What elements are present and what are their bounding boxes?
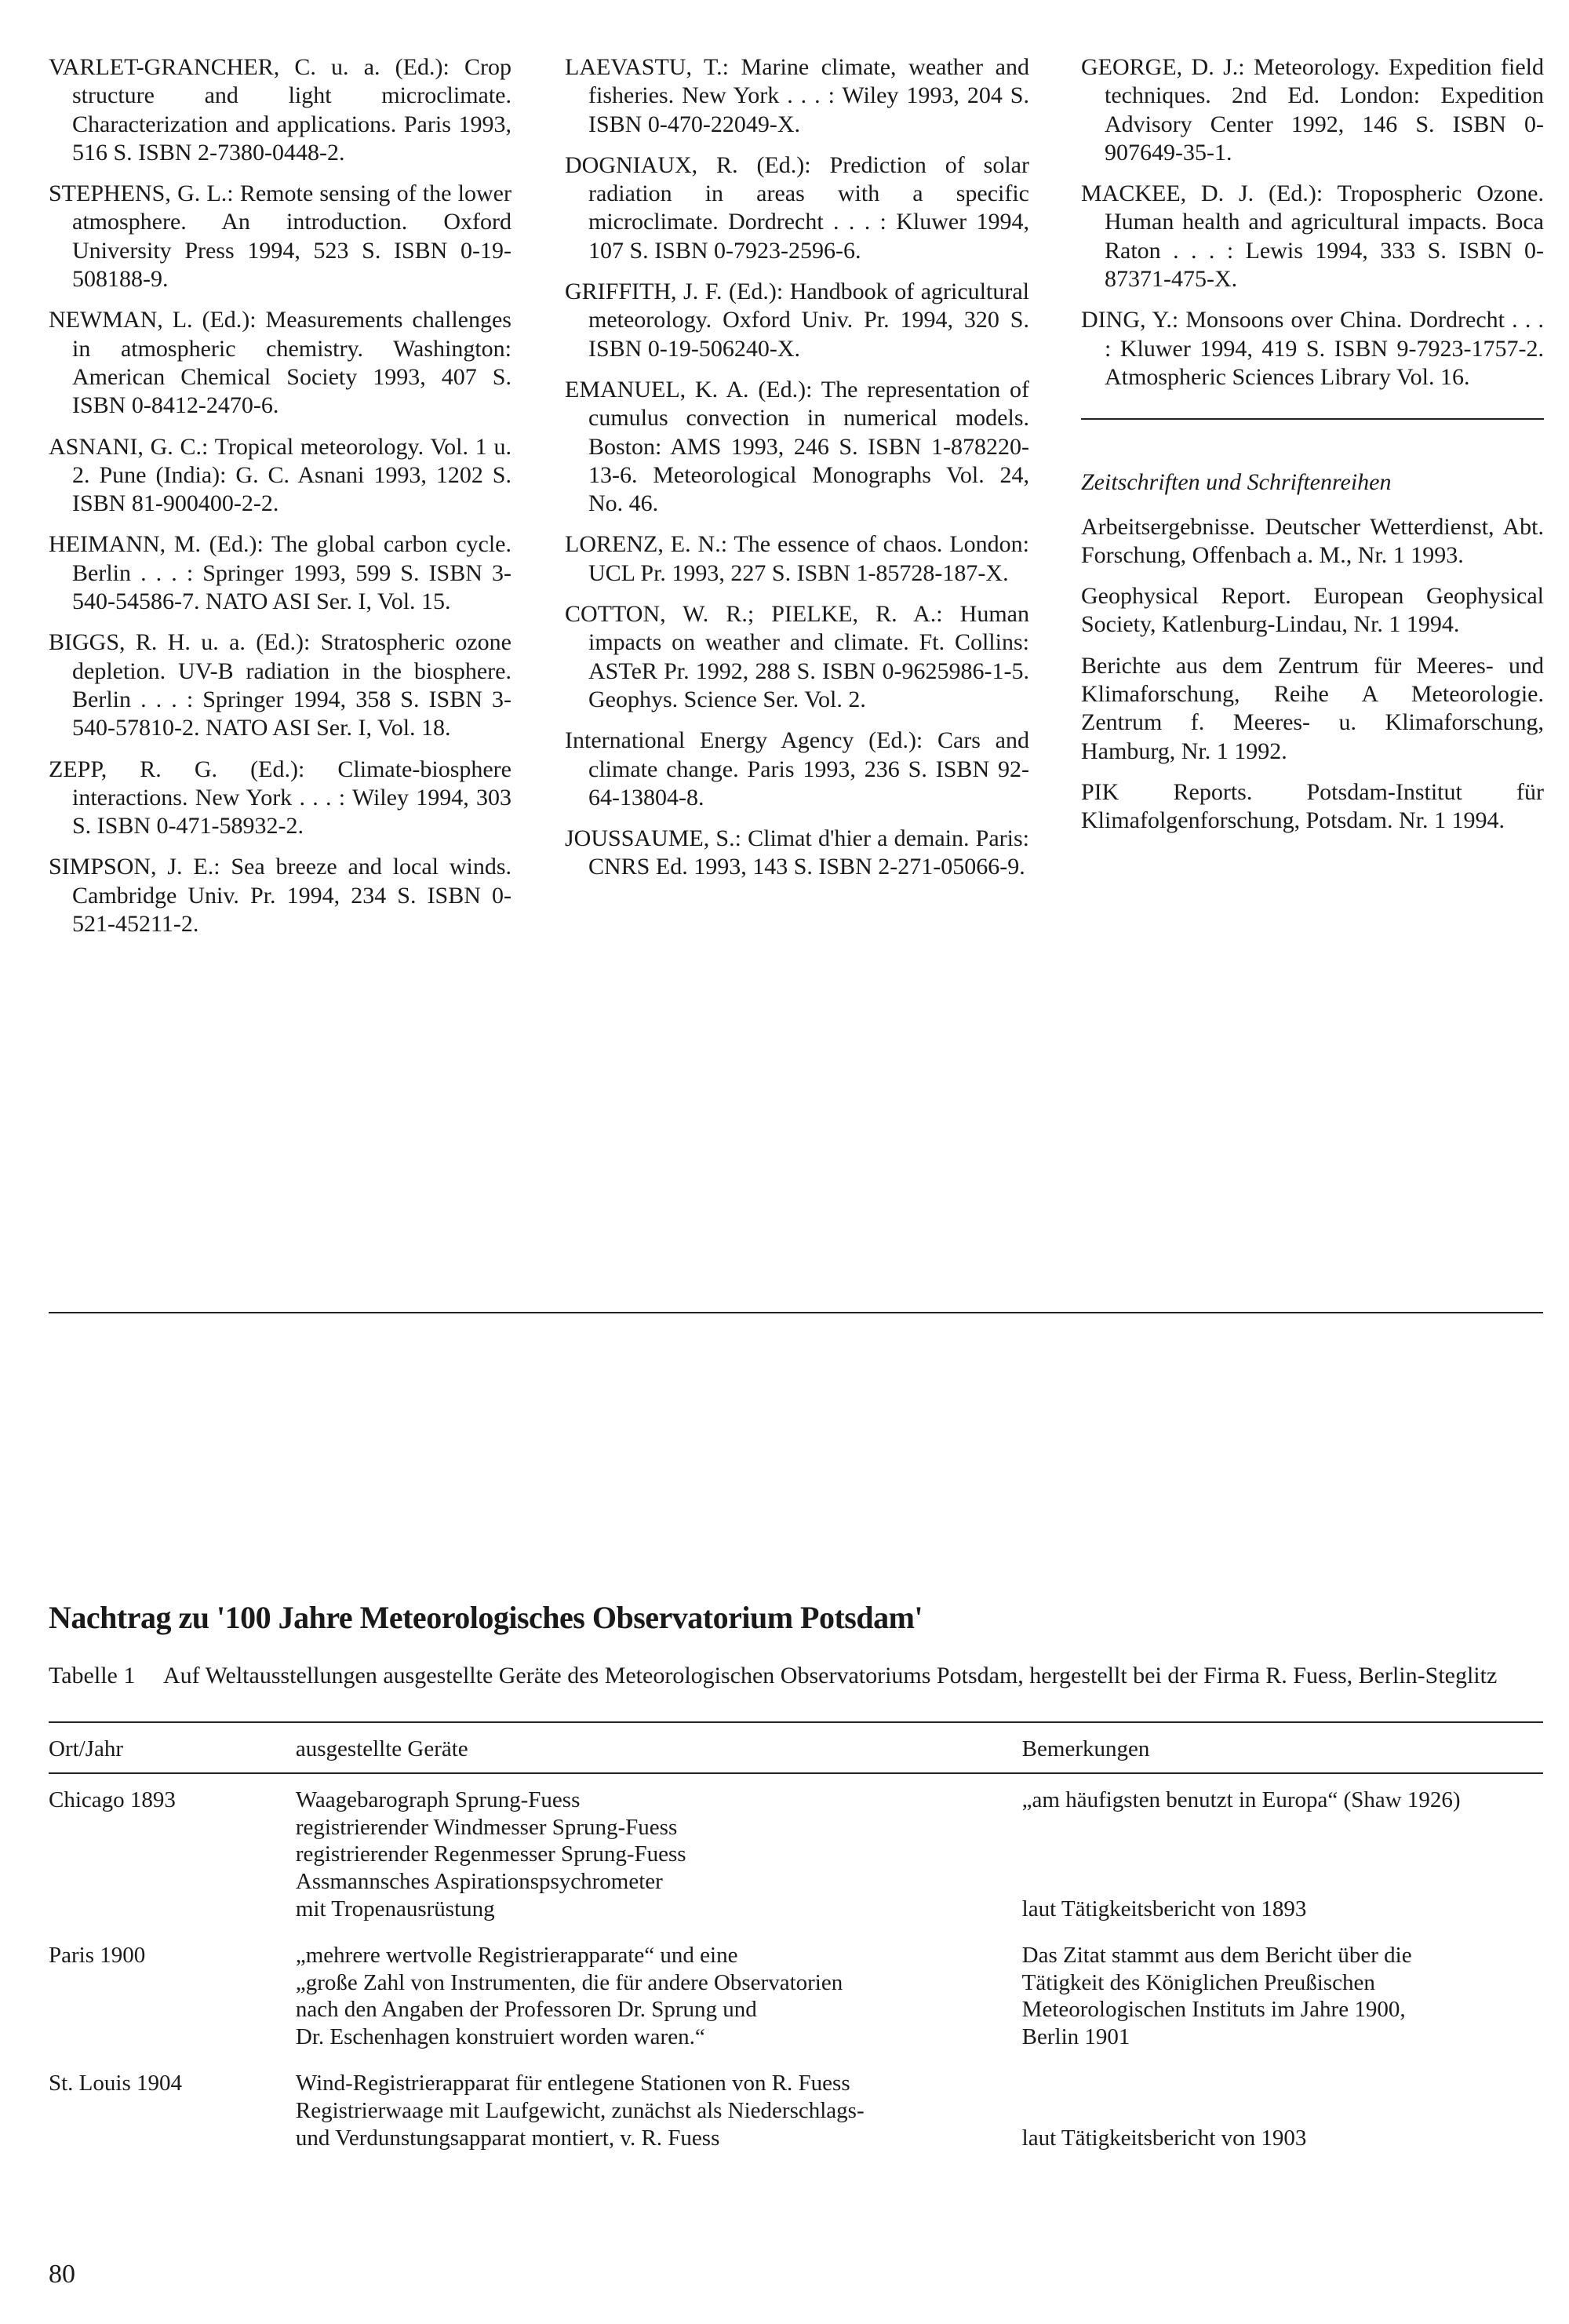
reference-entry: SIMPSON, J. E.: Sea breeze and local winds. Cambridge Univ. Pr. 1994, 234 S. ISBN 0-521-45211-2. xyxy=(49,854,511,938)
reference-entry: JOUSSAUME, S.: Climat d'hier a demain. Paris: CNRS Ed. 1993, 143 S. ISBN 2-271-05066-9. xyxy=(565,825,1029,880)
table-caption xyxy=(49,1662,1543,1690)
remark-line: laut Tätigkeitsbericht von 1893 xyxy=(1021,1896,1307,1921)
reference-entry: LAEVASTU, T.: Marine climate, weather and fisheries. New York . . . : Wiley 1993, 204 S. ISBN 0-470-22049-X. xyxy=(565,54,1029,137)
reference-entry: STEPHENS, G. L.: Remote sensing of the lower atmosphere. An introduction. Oxford University Press 1994, 523 S. ISBN 0-19-508188-9. xyxy=(49,180,511,293)
table-row xyxy=(49,1929,1543,2057)
cell-devices xyxy=(296,1773,1022,1929)
table-caption-text: Auf Weltausstellungen ausgestellte Geräte des Meteorologischen Observatoriums Potsdam, hergestellt bei der Firma R. Fuess, Berlin-Steglitz xyxy=(163,1663,1498,1688)
device-line: Waagebarograph Sprung-Fuess xyxy=(295,1787,581,1812)
table-row xyxy=(49,2057,1543,2158)
journal-entry: Arbeitsergebnisse. Deutscher Wetterdienst, Abt. Forschung, Offenbach a. M., Nr. 1 1993. xyxy=(1081,513,1544,568)
reference-entry: GRIFFITH, J. F. (Ed.): Handbook of agricultural meteorology. Oxford Univ. Pr. 1994, 320 S. ISBN 0-19-506240-X. xyxy=(565,279,1029,362)
device-line: Registrierwaage mit Laufgewicht, zunächst als Niederschlags- xyxy=(295,2097,865,2123)
device-line: registrierender Windmesser Sprung-Fuess xyxy=(295,1814,678,1840)
reference-entry: COTTON, W. R.; PIELKE, R. A.: Human impacts on weather and climate. Ft. Collins: ASTeR Pr. 1992, 288 S. ISBN 0-9625986-1-5. Geophys. Science Ser. Vol. 2. xyxy=(565,601,1029,712)
cell-place: St. Louis 1904 xyxy=(49,2070,182,2096)
reference-entry: ASNANI, G. C.: Tropical meteorology. Vol. 1 u. 2. Pune (India): G. C. Asnani 1993, 1202 S. ISBN 81-900400-2-2. xyxy=(49,433,511,517)
reference-entry: NEWMAN, L. (Ed.): Measurements challenges in atmospheric chemistry. Washington: American Chemical Society 1993, 407 S. ISBN 0-8412-2470-6. xyxy=(49,307,511,419)
reference-entry: GEORGE, D. J.: Meteorology. Expedition field techniques. 2nd Ed. London: Expedition Advisory Center 1992, 146 S. ISBN 0-907649-35-1. xyxy=(1081,54,1544,166)
exhibition-table xyxy=(49,1721,1543,2158)
journal-entry: Berichte aus dem Zentrum für Meeres- und Klimaforschung, Reihe A Meteorologie. Zentrum f. Meeres- u. Klimaforschung, Hamburg, Nr. 1 1992. xyxy=(1081,652,1544,764)
table-row xyxy=(49,1773,1543,1929)
remark-line: Berlin 1901 xyxy=(1021,2024,1130,2050)
reference-entry: EMANUEL, K. A. (Ed.): The representation of cumulus convection in numerical models. Boston: AMS 1993, 246 S. ISBN 1-878220-13-6. Meteorological Monographs Vol. 24, No. 46. xyxy=(565,376,1029,517)
reference-column-3 xyxy=(1081,53,1544,848)
reference-entry: HEIMANN, M. (Ed.): The global carbon cycle. Berlin . . . : Springer 1993, 599 S. ISBN 3-540-54586-7. NATO ASI Ser. I, Vol. 15. xyxy=(49,531,511,615)
column-header-devices: ausgestellte Geräte xyxy=(295,1736,468,1761)
cell-devices xyxy=(296,1929,1022,2057)
table-label: Tabelle 1 xyxy=(49,1663,136,1688)
reference-entry: VARLET-GRANCHER, C. u. a. (Ed.): Crop structure and light microclimate. Characterization and applications. Paris 1993, 516 S. ISBN 2-7380-0448-2. xyxy=(49,54,511,166)
cell-remarks xyxy=(1022,1773,1543,1929)
journals-heading: Zeitschriften und Schriftenreihen xyxy=(1081,469,1392,496)
reference-entry: DOGNIAUX, R. (Ed.): Prediction of solar radiation in areas with a specific microclimate. Dordrecht . . . : Kluwer 1994, 107 S. ISBN 0-7923-2596-6. xyxy=(565,151,1029,264)
remark-line: „am häufigsten benutzt in Europa“ (Shaw 1926) xyxy=(1021,1787,1461,1812)
table-header-row xyxy=(49,1722,1543,1773)
section-divider xyxy=(1081,418,1544,420)
cell-place: Paris 1900 xyxy=(49,1942,146,1968)
column-header-remarks: Bemerkungen xyxy=(1021,1736,1150,1761)
reference-entry: BIGGS, R. H. u. a. (Ed.): Stratospheric ozone depletion. UV-B radiation in the biosphere. Berlin . . . : Springer 1994, 358 S. ISBN 3-540-57810-2. NATO ASI Ser. I, Vol. 18. xyxy=(49,629,511,741)
reference-entry: DING, Y.: Monsoons over China. Dordrecht . . . : Kluwer 1994, 419 S. ISBN 9-7923-1757-2. Atmospheric Sciences Library Vol. 16. xyxy=(1081,307,1544,390)
cell-place: Chicago 1893 xyxy=(49,1787,176,1812)
remark-line: Das Zitat stammt aus dem Bericht über die xyxy=(1021,1942,1412,1968)
nachtrag-heading: Nachtrag zu '100 Jahre Meteorologisches Observatorium Potsdam' xyxy=(49,1600,923,1635)
device-line: mit Tropenausrüstung xyxy=(295,1896,495,1921)
remark-line: Meteorologischen Instituts im Jahre 1900, xyxy=(1021,1997,1406,2023)
device-line: Wind-Registrierapparat für entlegene Stationen von R. Fuess xyxy=(295,2070,850,2096)
page-number: 80 xyxy=(49,2260,75,2289)
device-line: registrierender Regenmesser Sprung-Fuess xyxy=(295,1841,686,1867)
device-line: und Verdunstungsapparat montiert, v. R. Fuess xyxy=(295,2125,720,2151)
reference-entry: ZEPP, R. G. (Ed.): Climate-biosphere interactions. New York . . . : Wiley 1994, 303 S. ISBN 0-471-58932-2. xyxy=(49,756,511,840)
reference-column-1 xyxy=(49,53,511,951)
device-line: „große Zahl von Instrumenten, die für andere Observatorien xyxy=(295,1969,843,1995)
reference-entry: International Energy Agency (Ed.): Cars and climate change. Paris 1993, 236 S. ISBN 92-64-13804-8. xyxy=(565,727,1029,810)
reference-entry: LORENZ, E. N.: The essence of chaos. London: UCL Pr. 1993, 227 S. ISBN 1-85728-187-X. xyxy=(565,531,1029,586)
cell-remarks xyxy=(1022,1929,1543,2057)
device-line: nach den Angaben der Professoren Dr. Sprung und xyxy=(295,1997,757,2023)
remark-line: laut Tätigkeitsbericht von 1903 xyxy=(1021,2125,1307,2151)
reference-column-2 xyxy=(565,53,1029,894)
column-header-place-year: Ort/Jahr xyxy=(49,1736,124,1761)
journal-entry: Geophysical Report. European Geophysical Society, Katlenburg-Lindau, Nr. 1 1994. xyxy=(1081,583,1544,638)
cell-remarks xyxy=(1022,2057,1543,2158)
cell-devices xyxy=(296,2057,1022,2158)
remark-line: Tätigkeit des Königlichen Preußischen xyxy=(1021,1969,1375,1995)
device-line: Assmannsches Aspirationspsychrometer xyxy=(295,1869,663,1895)
device-line: Dr. Eschenhagen konstruiert worden waren.“ xyxy=(295,2024,705,2050)
device-line: „mehrere wertvolle Registrierapparate“ und eine xyxy=(295,1942,738,1968)
reference-entry: MACKEE, D. J. (Ed.): Tropospheric Ozone. Human health and agricultural impacts. Boca Raton . . . : Lewis 1994, 333 S. ISBN 0-87371-475-X. xyxy=(1081,180,1544,293)
journal-entry: PIK Reports. Potsdam-Institut für Klimafolgenforschung, Potsdam. Nr. 1 1994. xyxy=(1081,778,1544,834)
page-divider xyxy=(49,1312,1543,1313)
